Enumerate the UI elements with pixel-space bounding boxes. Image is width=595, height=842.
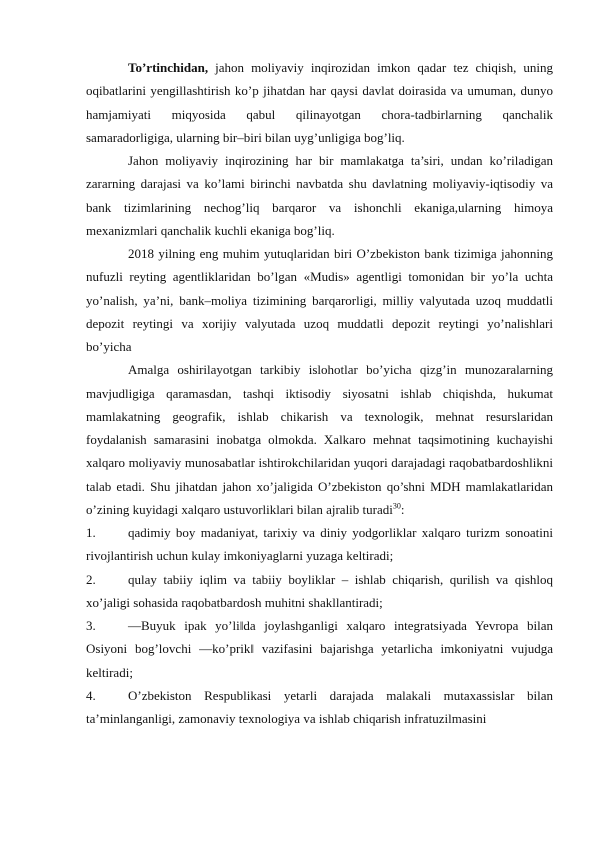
- list-item-number: 2.: [86, 571, 96, 587]
- list-item: [86, 684, 553, 731]
- paragraph-2018-achievement: 2018 yilning eng muhim yutuqlaridan biri O’zbekiston bank tizimiga jahonning nufuzli reyting agentliklaridan bo’lgan «Mudis» agentligi tomonidan bir yo’la uchta yo’nalish, ya’ni, bank–moliya tizimining barqarorligi, milliy valyutada uzoq muddatli depozit reytingi va xorijiy valyutada uzoq muddatli depozit reytingi yo’nalishlari bo’yicha: [86, 246, 553, 354]
- list-item: [86, 521, 553, 568]
- list-item-text: qadimiy boy madaniyat, tarixiy va diniy yodgorliklar xalqaro turizm sonoatini rivojlantirish uchun kulay imkoniyaglarni yuzaga keltiradi;: [86, 525, 553, 564]
- paragraph-end: :: [400, 501, 405, 517]
- list-item-number: 3.: [86, 618, 96, 633]
- paragraph-text: Amalga oshirilayotgan tarkibiy islohotlar bo’yicha qizg’in munozaralarning mavjudligiga qaramasdan, tashqi iktisodiy siyosatni ishlab chiqishda, hukumat mamlakatning geografik, ishlab chikarish va texnologik, mehnat resurslaridan foydalanish samarasini inobatga olmokda. Xalkaro mehnat taqsimotining kuchayishi xalqaro moliyaviy munosabatlar ishtirokchilaridan yuqori darajadagi raqobatbardoshlikni talab etadi. Shu jihatdan jahon xo’jaligida O’zbekiston qo’shni MDH mamlakatlaridan o’zining kuyidagi xalqaro ustuvorliklari bilan ajralib turadi: [86, 362, 553, 517]
- list-item-text: O’zbekiston Respublikasi yetarli darajada malakali mutaxassislar bilan ta’minlanganligi, zamonaviy texnologiya va ishlab chiqarish infratuzilmasini: [86, 687, 553, 726]
- paragraph-text: jahon moliyaviy inqirozidan imkon qadar tez chiqish, uning oqibatlarini yengillashtirish ko’p jihatdan har qaysi davlat doirasida va umuman, dunyo hamjamiyati miqyosida qabul qilinayotgan chora-tadbirlarning qanchalik samaradorligiga, ularning bir–biri bilan uyg’unligiga bog’liq.: [86, 60, 553, 145]
- list-item-number: 4.: [86, 687, 96, 703]
- paragraph-fourthly: [86, 56, 553, 149]
- footnote-marker: 30: [392, 501, 401, 511]
- list-item: [86, 614, 553, 684]
- list-item: [86, 568, 553, 615]
- list-item-text: ―Buyuk ipak yo’li‖da joylashganligi xalqaro integratsiyada Yevropa bilan Osiyoni bog’lovchi ―ko’prik‖ vazifasini bajarishga yetarlicha imkoniyatni vujudga keltiradi;: [86, 618, 553, 680]
- paragraph-lead: To’rtinchidan,: [128, 60, 209, 75]
- paragraph-crisis-impact: Jahon moliyaviy inqirozining har bir mamlakatga ta’siri, undan ko’riladigan zararning darajasi va ko’lami birinchi navbatda shu davlatning moliyaviy-iqtisodiy va bank tizimlarining nechog’liq barqaror va ishonchli ekaniga,ularning himoya mexanizmlari qanchalik kuchli ekaniga bog’liq.: [86, 153, 553, 238]
- paragraph-reforms: [86, 358, 553, 521]
- document-body: [86, 56, 553, 730]
- list-item-text: qulay tabiiy iqlim va tabiiy boyliklar – ishlab chiqarish, qurilish va qishloq xo’jaligi sohasida raqobatbardosh muhitni shakllantiradi;: [86, 571, 553, 610]
- list-item-number: 1.: [86, 525, 96, 540]
